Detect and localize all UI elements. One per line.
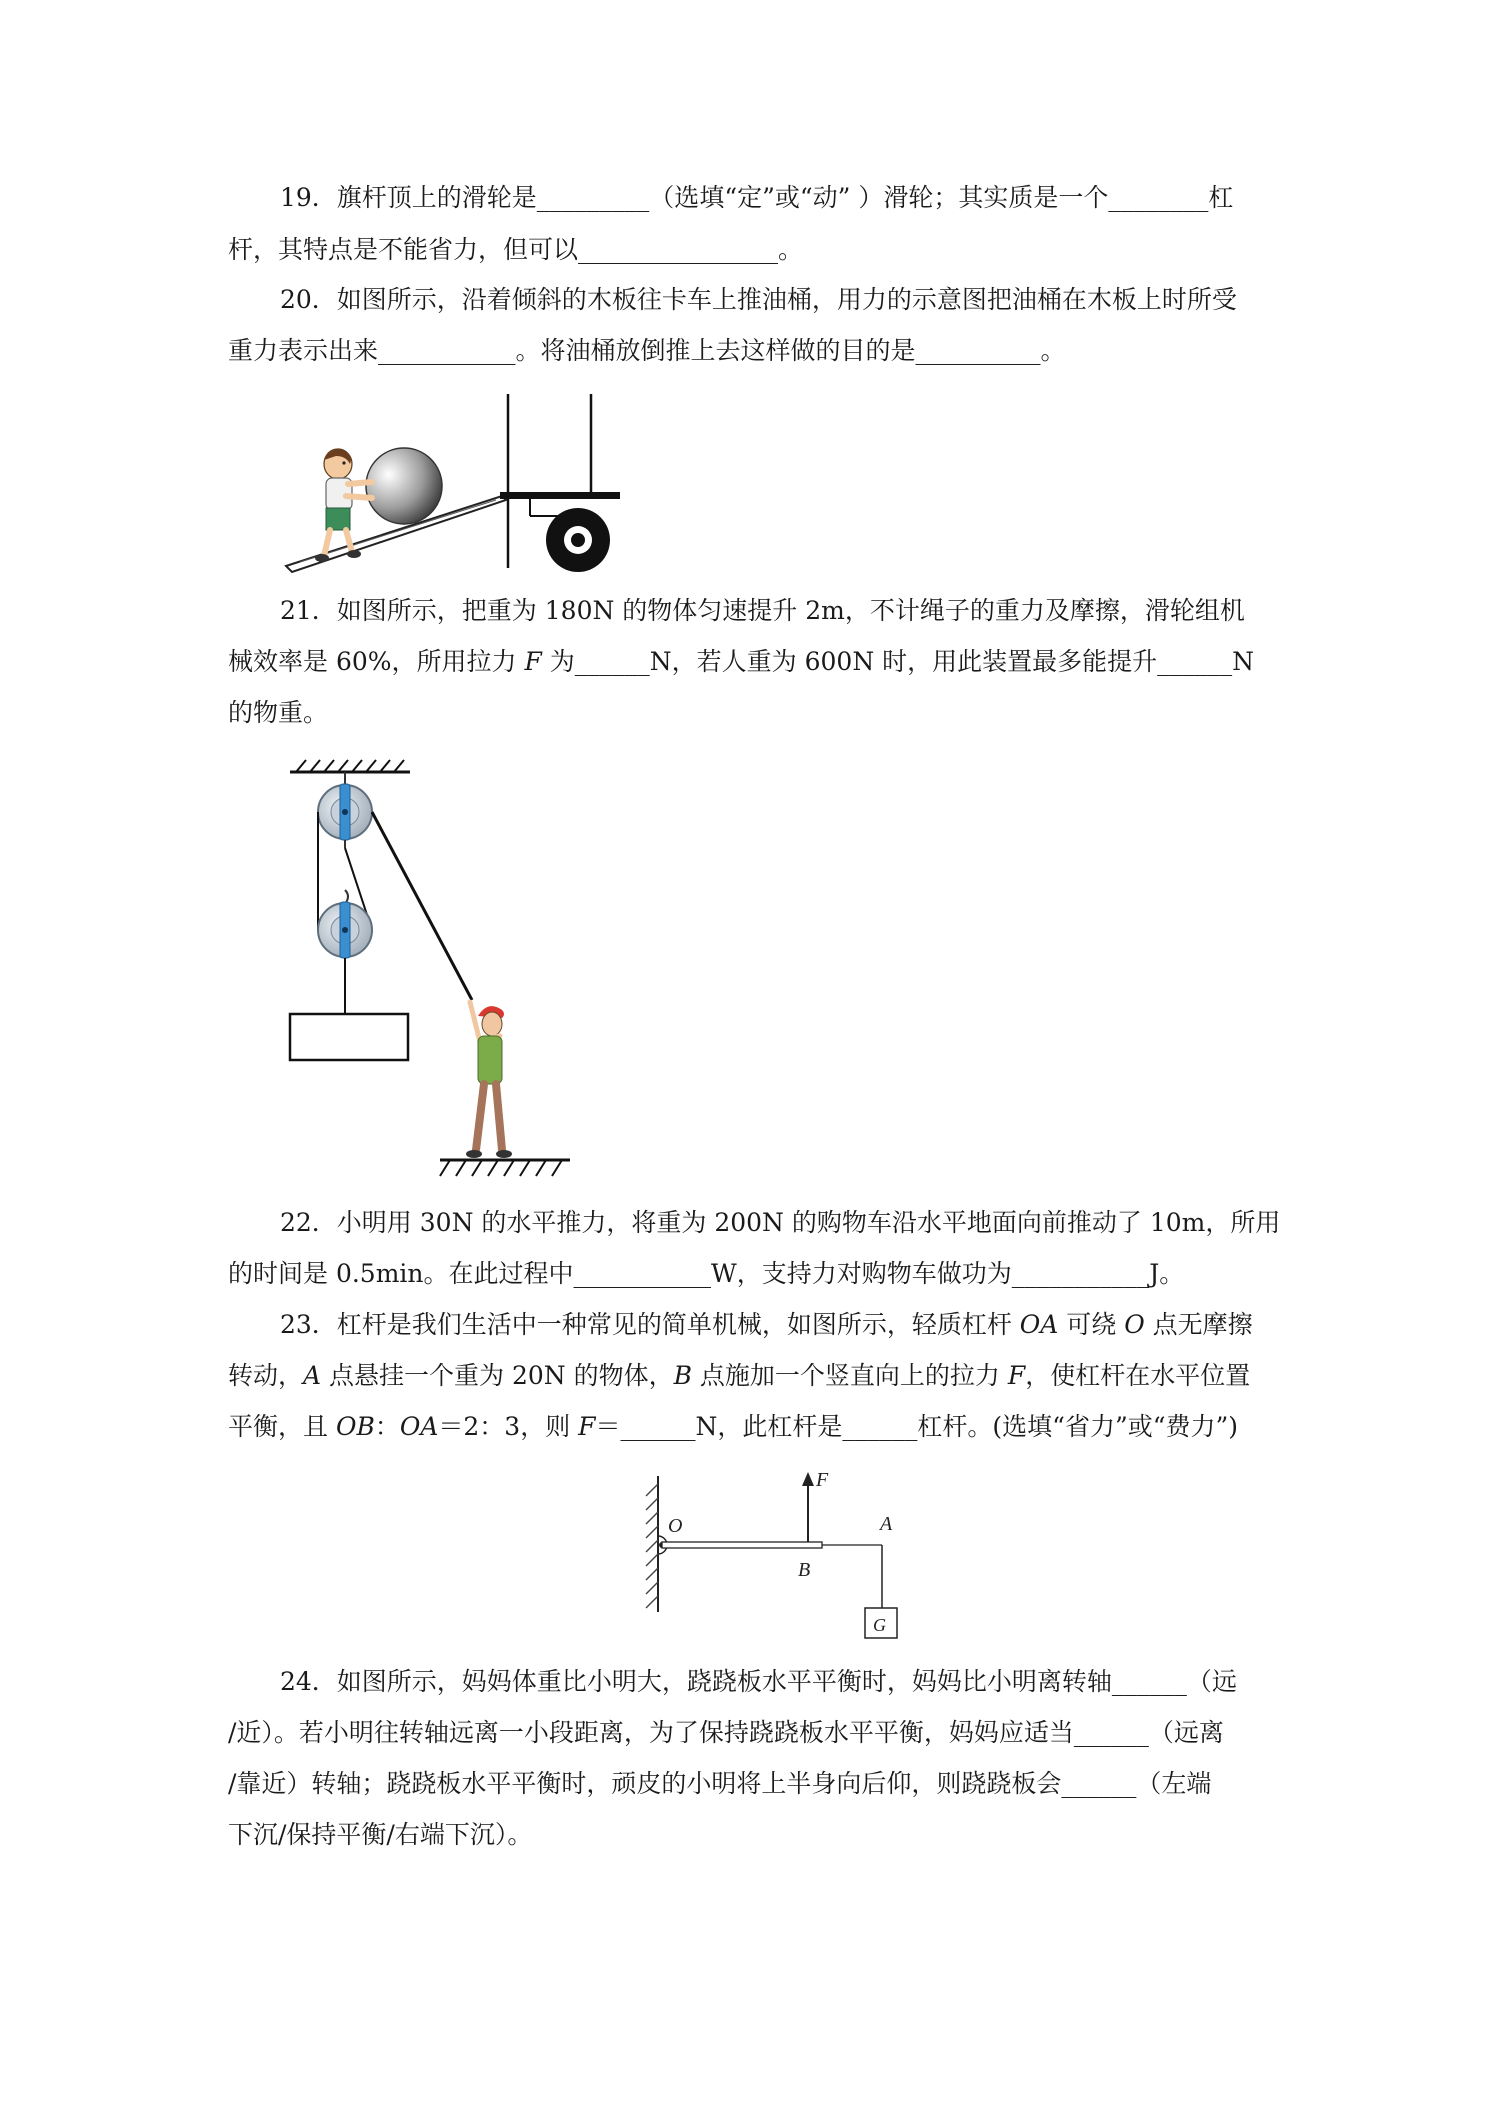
force-arrow xyxy=(802,1472,814,1486)
lever-bar xyxy=(662,1542,822,1548)
q23-text-e: 点悬挂一个重为 20N 的物体， xyxy=(321,1361,674,1390)
q23-line-1 xyxy=(280,1308,1253,1342)
q23-var-oa: OA xyxy=(1019,1310,1059,1339)
q23-text-b: 可绕 xyxy=(1058,1310,1125,1339)
q21-var-f: F xyxy=(524,647,542,676)
q21-text-b: 为______N，若人重为 600N 时，用此装置最多能提升______N xyxy=(541,647,1255,676)
q23-var-a: A xyxy=(303,1361,322,1390)
q23-text-k: ＝______N，此杠杆是______杠杆。(选填“省力”或“费力”) xyxy=(595,1412,1239,1441)
oil-barrel xyxy=(366,448,442,524)
person-pulling xyxy=(466,1002,512,1158)
q23-var-b: B xyxy=(673,1361,692,1390)
lever-figure xyxy=(640,1462,910,1652)
truck-bed xyxy=(500,492,620,499)
q23-var-f2: F xyxy=(578,1412,596,1441)
q21-text-a: 械效率是 60%，所用拉力 xyxy=(228,647,525,676)
pulley-system-figure xyxy=(280,752,590,1182)
q23-text-i: ： xyxy=(374,1412,400,1441)
q22-line-1: 22．小明用 30N 的水平推力，将重为 200N 的购物车沿水平地面向前推动了 10m，所用 xyxy=(280,1208,1281,1237)
label-b: B xyxy=(798,1559,811,1581)
label-g: G xyxy=(873,1615,886,1635)
pull-rope xyxy=(372,812,472,1000)
q20-line-1: 20．如图所示，沿着倾斜的木板往卡车上推油桶，用力的示意图把油桶在木板上时所受 xyxy=(280,285,1237,314)
q19-line-2: 杆，其特点是不能省力，但可以________________。 xyxy=(228,235,804,264)
q20-line-2: 重力表示出来___________。将油桶放倒推上去这样做的目的是__________。 xyxy=(228,336,1066,365)
label-f: F xyxy=(816,1469,829,1491)
q23-var-o: O xyxy=(1124,1310,1145,1339)
q23-text-a: 23．杠杆是我们生活中一种常见的简单机械，如图所示，轻质杠杆 xyxy=(280,1310,1020,1339)
q23-text-d: 转动， xyxy=(228,1361,304,1390)
q23-text-f: 点施加一个竖直向上的拉力 xyxy=(691,1361,1008,1390)
q21-line-3: 的物重。 xyxy=(228,698,329,727)
q23-line-2 xyxy=(228,1359,1250,1393)
q24-line-3: /靠近）转轴；跷跷板水平平衡时，顽皮的小明将上半身向后仰，则跷跷板会______（左端 xyxy=(228,1769,1212,1798)
q23-text-c: 点无摩擦 xyxy=(1144,1310,1253,1339)
q24-line-4: 下沉/保持平衡/右端下沉）。 xyxy=(228,1820,533,1849)
q23-text-g: ，使杠杆在水平位置 xyxy=(1025,1361,1251,1390)
q23-var-oa2: OA xyxy=(399,1412,439,1441)
q21-line-2 xyxy=(228,645,1254,679)
q23-line-3 xyxy=(228,1410,1238,1444)
q23-var-ob: OB xyxy=(335,1412,375,1441)
label-a: A xyxy=(880,1513,893,1535)
q23-var-f: F xyxy=(1007,1361,1026,1390)
q23-text-h: 平衡，且 xyxy=(228,1412,336,1441)
q19-line-1: 19．旗杆顶上的滑轮是_________（选填“定”或“动” ）滑轮；其实质是一个________杠 xyxy=(280,183,1234,212)
q22-line-2: 的时间是 0.5min。在此过程中___________W，支持力对购物车做功为___________J。 xyxy=(228,1259,1185,1288)
q21-line-1: 21．如图所示，把重为 180N 的物体匀速提升 2m，不计绳子的重力及摩擦，滑轮组机 xyxy=(280,596,1245,625)
q24-line-2: /近）。若小明往转轴远离一小段距离，为了保持跷跷板水平平衡，妈妈应适当______（远离 xyxy=(228,1718,1224,1747)
label-o: O xyxy=(668,1515,683,1537)
load-box xyxy=(290,1014,408,1060)
truck-ramp-figure xyxy=(280,388,620,578)
q24-line-1: 24．如图所示，妈妈体重比小明大，跷跷板水平平衡时，妈妈比小明离转轴______（远 xyxy=(280,1667,1237,1696)
q23-text-j: ＝2：3，则 xyxy=(438,1412,579,1441)
